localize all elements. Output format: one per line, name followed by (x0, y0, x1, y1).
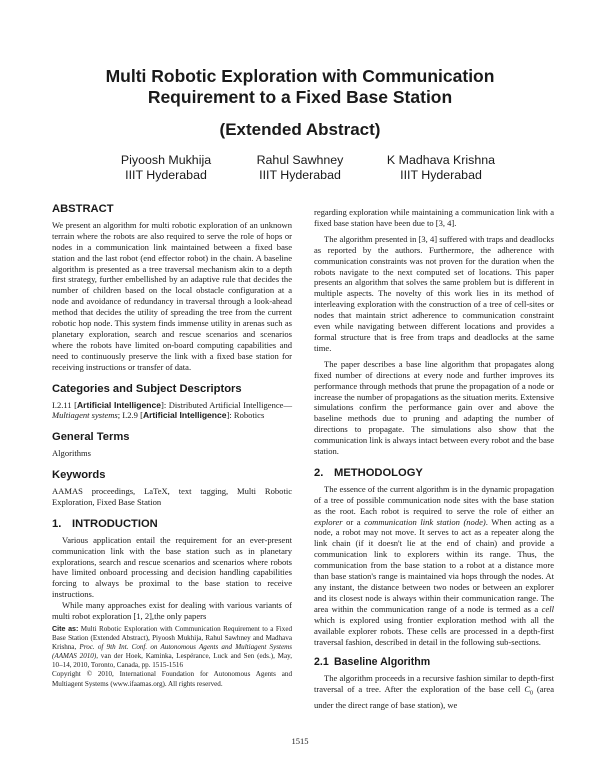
keywords-text: AAMAS proceedings, LaTeX, text tagging, Multi Robotic Exploration, Fixed Base Station (52, 486, 292, 507)
paper-subtitle: (Extended Abstract) (219, 120, 381, 139)
categories-text: I.2.11 [Artificial Intelligence]: Distributed Artificial Intelligence—Multiagent systems; I.2.9 [Artificial Intelligence]: Robotics (52, 399, 293, 421)
abstract-text: We present an algorithm for multi robotic exploration of an unknown terrain where the robots are also required to serve the role of hops or nodes in a communication link maintained between a fixed base station and the last robot (end effector robot) in the chain. A baseline algorithm is presented as a tree traversal mechanism akin to a depth first strategy, further embellished by an adaptive rule that decides the number of children based on the local obstacle configuration at a node and avoidance of redundancy in traversal through a look-ahead method that decides the utility of spreading the tree from the current robotic hop node. This system finds immense utility in arenas such as planetary exploration, search and rescue scenarios and scenarios where the robots have limited on-board computing capabilities and need to continuously preserve the link with a fixed base station for receiving instructions or transfer of data. (52, 219, 292, 372)
general-terms-heading: General Terms (52, 431, 130, 444)
copyright-notice: Copyright © 2010, International Foundation for Autonomous Agents and Multiagent Systems (www.ifaamas.org). All rights reserved. (52, 670, 292, 688)
baseline-heading: 2.1 Baseline Algorithm (314, 656, 431, 669)
introduction-heading: 1. INTRODUCTION (52, 517, 158, 530)
baseline-paragraph: The algorithm proceeds in a recursive fashion similar to depth-first traversal of a tree. After the exploration of the base cell $C_0$ (area under the direct range of base station), we (314, 673, 554, 710)
paper-title (60, 66, 540, 108)
author-name: Piyoosh Mukhija (120, 153, 212, 167)
introduction-paragraph-2: While many approaches exist for dealing with various variants of multi robot exploration [1, 2],the only papers (52, 600, 292, 622)
intro-continued-paragraph: regarding exploration while maintaining a communication link with a fixed base station have been due to [3, 4]. (314, 207, 554, 228)
title-line-2: Requirement to a Fixed Base Station (147, 87, 453, 107)
introduction-paragraph-1: Various application entail the requirement for an ever-present communication link with the base station such as in planetary explorations, search and rescue scenarios and scenarios where robots have limited onboard processing and decision handling capabilities forcing to always be proximal to the base station to receive instructions. (52, 534, 292, 600)
general-terms-text: Algorithms (52, 448, 91, 459)
left-column (52, 204, 292, 689)
author-block-2 (220, 153, 380, 183)
keywords-heading: Keywords (52, 469, 106, 482)
citation-block (52, 625, 292, 689)
author-name: Rahul Sawhney (256, 153, 344, 167)
author-name: K Madhava Krishna (386, 153, 496, 167)
methodology-paragraph: The essence of the current algorithm is in the dynamic propagation of a tree of possible communication node sites with the base station as the root. Each robot is required to serve the role of either an explorer or a communication link station (node). When acting as a node, a robot may not move. It serves to act as a repeater along the link chain (if it doesn't lie at the end of chain) and provide a communication link to explorers within its range. Thus, the communication from the base station to a robot at a distance more than base station's range is maintained via hops through the nodes. At any instant, the distance between two nodes or between an explorer and its closest node is always within their communication range. The area within the communication range of a node is termed as a cell which is explored using frontier exploration method with all the available explorer robots. These cells are processed in a depth-first traversal fashion, described in detail in the following sub-sections. (314, 483, 555, 647)
title-line-1: Multi Robotic Exploration with Communication (105, 66, 495, 86)
methodology-heading: 2. METHODOLOGY (314, 466, 423, 479)
right-column (314, 207, 554, 711)
author-affiliation: IIIT Hyderabad (400, 168, 482, 182)
abstract-heading: ABSTRACT (52, 203, 114, 215)
page-number: 1515 (291, 736, 309, 746)
author-affiliation: IIIT Hyderabad (259, 168, 341, 182)
intro-paragraph-3: The algorithm presented in [3, 4] suffered with traps and deadlocks as reported by the authors. Furthermore, the adherence with communication constraints was not proven for the duration when the robots navigate to the next computed set of locations. This paper presents an algorithm that solves the same problem but is different in multiple aspects. The novelty of this work lies in its method of interleaving exploration with the construction of a tree of cell-sites or nodes that maintain strict adherence to communication constraint even while navigating between different locations and provides a formal structure that is free from traps and deadlocks at the same time. (314, 233, 554, 353)
author-affiliation: IIIT Hyderabad (125, 168, 207, 182)
categories-heading: Categories and Subject Descriptors (52, 382, 242, 395)
author-block-3 (361, 153, 521, 183)
intro-paragraph-4: The paper describes a base line algorithm that propagates along fixed number of directions at every node and further improves its performance through methods that prune the propagation of a node or increase the number of propagations as the situation merits. Extensive simulations confirm the performance gain over and above the baseline methods due to pruning and adapting the number of directions to propagate. The simulations also show that the communication link is always intact between every robot and the base station. (314, 358, 554, 457)
citation-text: Cite as: Multi Robotic Exploration with Communication Requirement to a Fixed Base Station (Extended Abstract), Piyoosh Mukhija, Rahul Sawhney and Madhava Krishna, Proc. of 9th Int. Conf. on Autonomous Agents and Multiagent Systems (AAMAS 2010), van der Hoek, Kaminka, Lespérance, Luck and Sen (eds.), May, 10–14, 2010, Toronto, Canada, pp. 1515-1516 (52, 625, 293, 670)
